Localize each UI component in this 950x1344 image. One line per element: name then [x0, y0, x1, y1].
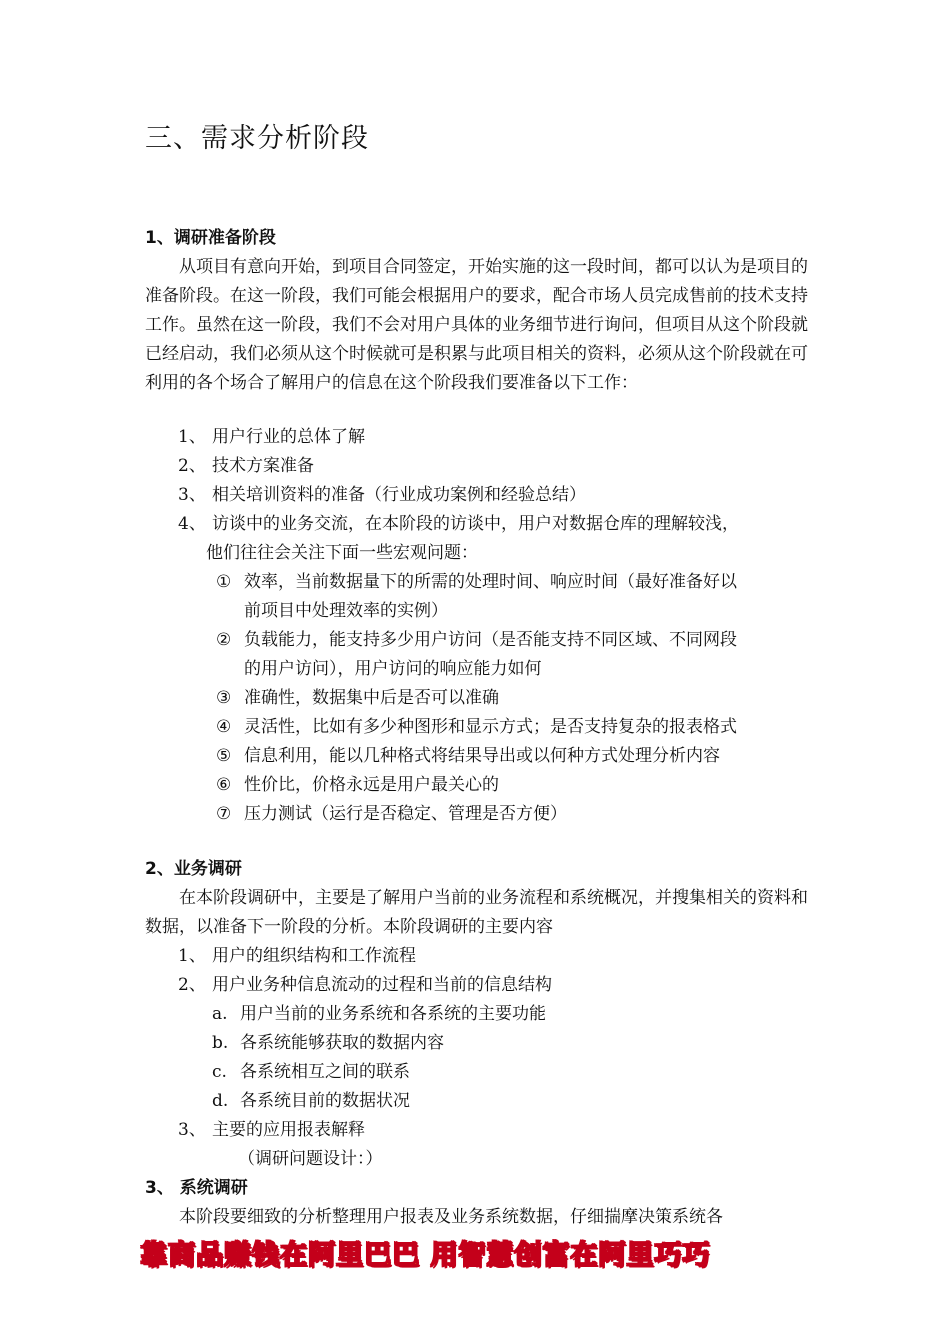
sub-list-item: ① 效率，当前数据量下的所需的处理时间、响应时间（最好准备好以 [216, 572, 737, 592]
sub-list-item: ⑦ 压力测试（运行是否稳定、管理是否方便） [216, 804, 567, 824]
list-item [178, 452, 314, 481]
list-item-text: 用户行业的总体了解 [212, 427, 365, 447]
section-3-paragraph: 本阶段要细致的分析整理用户报表及业务系统数据，仔细揣摩决策系统各 [179, 1207, 723, 1227]
sub-list-item: ③ 准确性，数据集中后是否可以准确 [216, 688, 499, 708]
list-item [178, 423, 365, 452]
promo-banner-text: 靠商品赚钱在阿里巴巴 用智慧创富在阿里巧巧 [140, 1239, 711, 1271]
section-2-heading: 2、业务调研 [145, 859, 242, 879]
list-item [178, 510, 739, 539]
section-1-paragraph: 从项目有意向开始，到项目合同签定，开始实施的这一段时间，都可以认为是项目的准备阶段。在这一阶段，我们可能会根据用户的要求，配合市场人员完成售前的技术支持工作。虽然在这一阶段，我们不会对用户具体的业务细节进行询问，但项目从这个阶段就已经启动，我们必须从这个时候就可是积累与此项目相关的资料，必须从这个阶段就在可利用的各个场合了解用户的信息在这个阶段我们要准备以下工作： [145, 257, 808, 393]
sub-list-item-continuation: 前项目中处理效率的实例） [244, 601, 448, 621]
sub-list-item: a. 用户当前的业务系统和各系统的主要功能 [212, 1004, 546, 1024]
section-3-heading: 3、 系统调研 [145, 1178, 248, 1198]
list-item-text: 技术方案准备 [212, 456, 314, 476]
sub-list-item: ④ 灵活性，比如有多少种图形和显示方式；是否支持复杂的报表格式 [216, 717, 737, 737]
list-item: 2、 用户业务种信息流动的过程和当前的信息结构 [178, 975, 552, 995]
sub-list-item: b. 各系统能够获取的数据内容 [212, 1033, 444, 1053]
list-item-number: 2、 [178, 456, 206, 476]
section-1-heading: 1、调研准备阶段 [145, 228, 276, 248]
section-2-paragraph: 在本阶段调研中，主要是了解用户当前的业务流程和系统概况，并搜集相关的资料和数据，以准备下一阶段的分析。本阶段调研的主要内容 [145, 888, 808, 937]
list-item [178, 481, 586, 510]
note-text: （调研问题设计：） [238, 1149, 383, 1169]
list-item-number: 4、 [178, 514, 206, 534]
list-item-text: 访谈中的业务交流，在本阶段的访谈中，用户对数据仓库的理解较浅， [212, 514, 739, 534]
list-item: 3、 主要的应用报表解释 [178, 1120, 365, 1140]
list-item-number: 1、 [178, 427, 206, 447]
list-item-continuation: 他们往往会关注下面一些宏观问题： [206, 543, 478, 563]
promo-banner [140, 1232, 820, 1272]
page-title: 三、需求分析阶段 [145, 123, 369, 154]
sub-list-item: ② 负载能力，能支持多少用户访问（是否能支持不同区域、不同网段 [216, 630, 737, 650]
list-item-number: 3、 [178, 485, 206, 505]
list-item: 1、 用户的组织结构和工作流程 [178, 946, 416, 966]
sub-list-item: ⑤ 信息利用，能以几种格式将结果导出或以何种方式处理分析内容 [216, 746, 720, 766]
sub-list-item: c. 各系统相互之间的联系 [212, 1062, 410, 1082]
sub-list-item: d. 各系统目前的数据状况 [212, 1091, 410, 1111]
sub-list-item: ⑥ 性价比，价格永远是用户最关心的 [216, 775, 499, 795]
sub-list-item-continuation: 的用户访问），用户访问的响应能力如何 [244, 659, 542, 679]
list-item-text: 相关培训资料的准备（行业成功案例和经验总结） [212, 485, 586, 505]
